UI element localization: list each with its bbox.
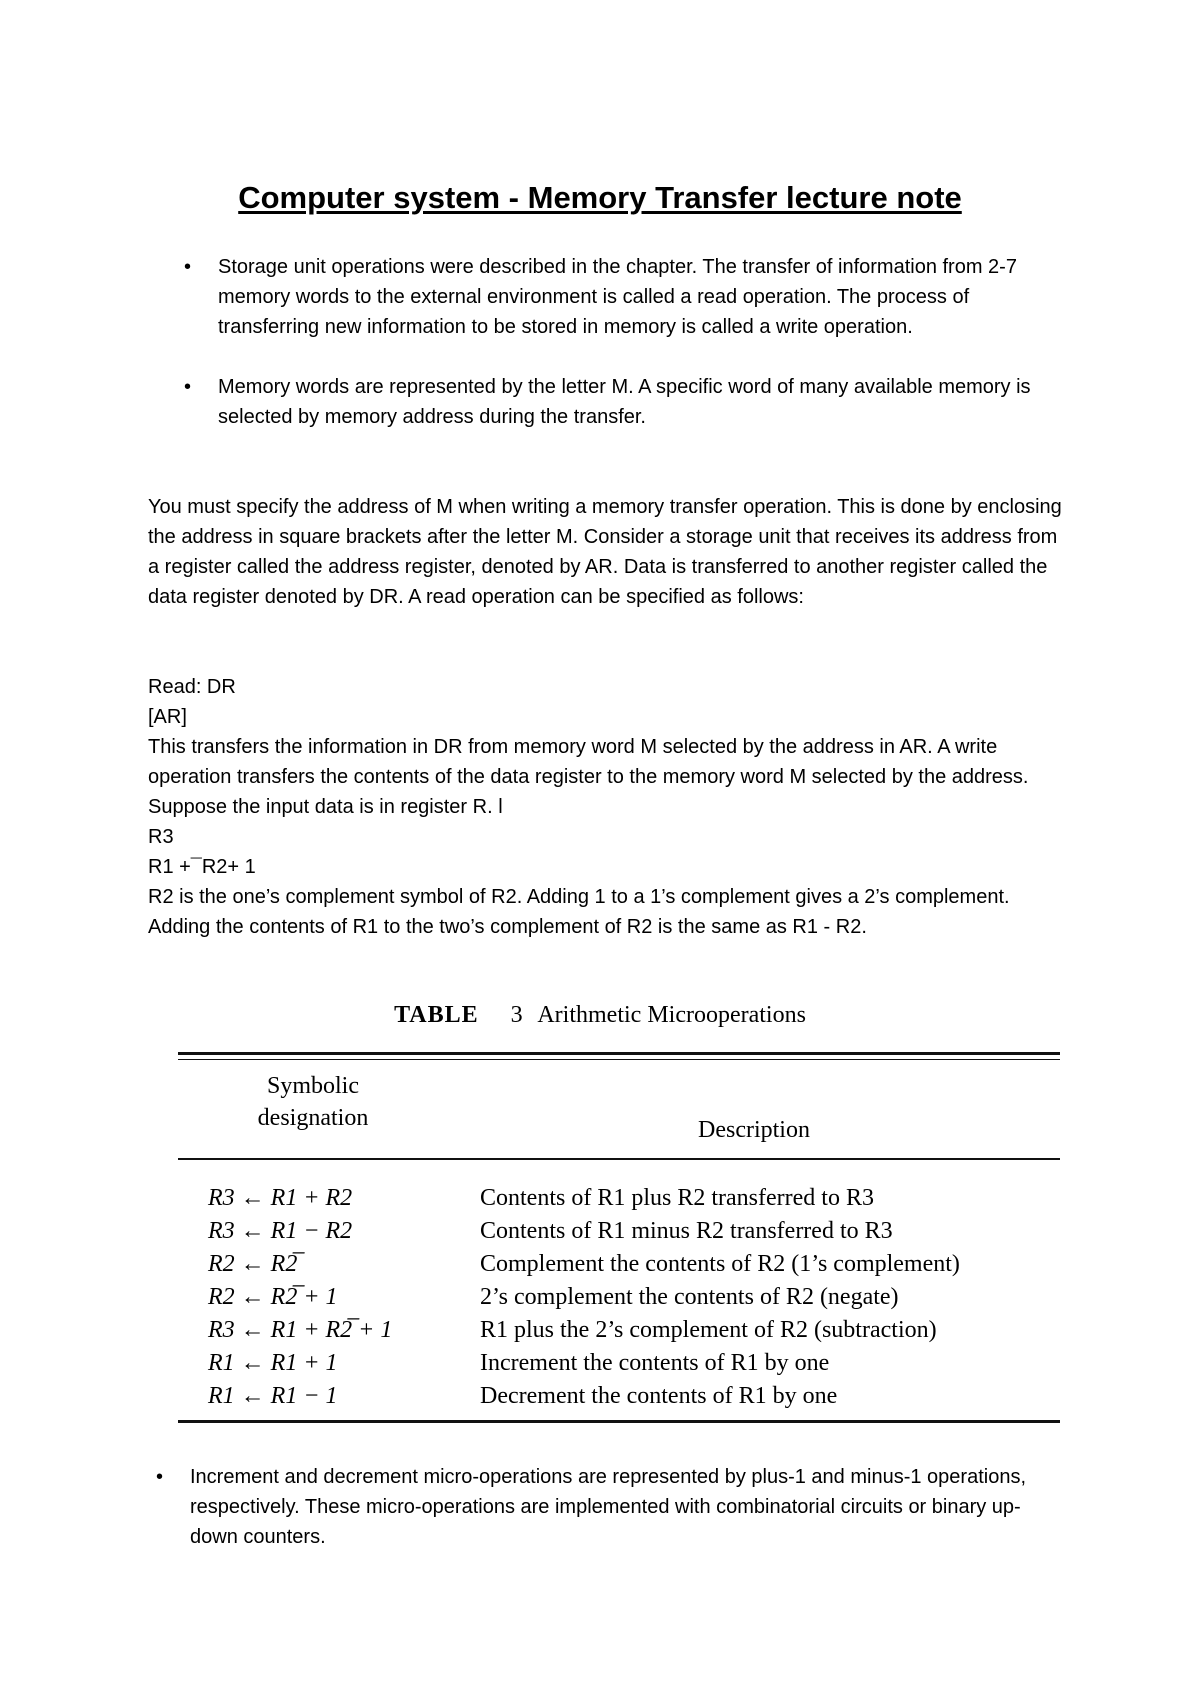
table-row [178, 1215, 1060, 1248]
table-top-rule-thin [178, 1059, 1060, 1060]
bullet-icon: • [184, 256, 192, 278]
symbolic-cell: R1 ← R1 − 1 [208, 1383, 338, 1409]
symbolic-cell: R3 ← R1 + R2 [208, 1185, 353, 1211]
table-row [178, 1281, 1060, 1314]
bullet-text: Storage unit operations were described in the chapter. The transfer of information from 2-7 memory words to the external environment is called a read operation. The process of transferring new information to be stored in memory is called a write operation. [218, 256, 1017, 338]
top-bullet-list [184, 252, 1064, 462]
header-symbolic-line: Symbolic [266, 1073, 359, 1099]
table-bottom-rule [178, 1420, 1060, 1423]
description-cell: Contents of R1 plus R2 transferred to R3 [480, 1185, 874, 1211]
table-top-rule [178, 1052, 1060, 1055]
bullet-text: Memory words are represented by the letter M. A specific word of many available memory is selected by memory address during the transfer. [218, 376, 1031, 428]
table-row [178, 1182, 1060, 1215]
bullet-item [184, 252, 1064, 342]
table-caption-number: 3 [510, 1002, 523, 1028]
symbolic-cell: R2 ← R2̅ [208, 1251, 298, 1277]
address-register-line: [AR] [148, 706, 187, 728]
paragraph-complement: R2 is the one’s complement symbol of R2. Adding 1 to a 1’s complement gives a 2’s complement. Adding the contents of R1 to the two’s complement of R2 is the same as R1 - R2. [148, 886, 1010, 938]
column-header-symbolic [238, 1070, 388, 1134]
description-cell: 2’s complement the contents of R2 (negate) [480, 1284, 899, 1310]
table-caption-title: Arithmetic Microoperations [537, 1002, 806, 1028]
paragraph-write-operation: This transfers the information in DR from memory word M selected by the address in AR. A write operation transfers the contents of the data register to the memory word M selected by the address. Suppose the input data is in register R. l [148, 736, 1029, 818]
table-row [178, 1248, 1060, 1281]
read-operation-line: Read: DR [148, 676, 236, 698]
description-cell: Increment the contents of R1 by one [480, 1350, 830, 1376]
table-caption [0, 1002, 1200, 1029]
page-title: Computer system - Memory Transfer lecture note [238, 180, 962, 215]
table-row [178, 1314, 1060, 1347]
bullet-item [156, 1462, 1056, 1552]
table-row [178, 1380, 1060, 1413]
bottom-bullet-list [156, 1462, 1056, 1552]
symbolic-cell: R1 ← R1 + 1 [208, 1350, 338, 1376]
table-row [178, 1347, 1060, 1380]
header-designation-line: designation [257, 1105, 369, 1131]
description-cell: Contents of R1 minus R2 transferred to R3 [480, 1218, 893, 1244]
description-cell: Decrement the contents of R1 by one [480, 1383, 838, 1409]
r3-line: R3 [148, 826, 174, 848]
column-header-description: Description [698, 1117, 810, 1143]
description-cell: Complement the contents of R2 (1’s complement) [480, 1251, 960, 1277]
r1-expression-line: R1 +¯R2+ 1 [148, 856, 256, 878]
symbolic-cell: R3 ← R1 − R2 [208, 1218, 353, 1244]
bullet-icon: • [184, 376, 192, 398]
symbolic-cell: R2 ← R2̅ + 1 [208, 1284, 338, 1310]
symbolic-cell: R3 ← R1 + R2̅ + 1 [208, 1317, 393, 1343]
table-caption-label: TABLE [394, 1002, 479, 1028]
paragraph-memory-address: You must specify the address of M when writing a memory transfer operation. This is done by enclosing the address in square brackets after the letter M. Consider a storage unit that receives its address from a register called the address register, denoted by AR. Data is transferred to another register called the data register denoted by DR. A read operation can be specified as follows: [148, 496, 1062, 608]
bullet-text: Increment and decrement micro-operations are represented by plus-1 and minus-1 operations, respectively. These micro-operations are implemented with combinatorial circuits or binary up-down counters. [190, 1466, 1026, 1548]
bullet-icon: • [156, 1466, 164, 1488]
table-header-rule [178, 1158, 1060, 1160]
description-cell: R1 plus the 2’s complement of R2 (subtraction) [480, 1317, 937, 1343]
bullet-item [184, 372, 1064, 432]
